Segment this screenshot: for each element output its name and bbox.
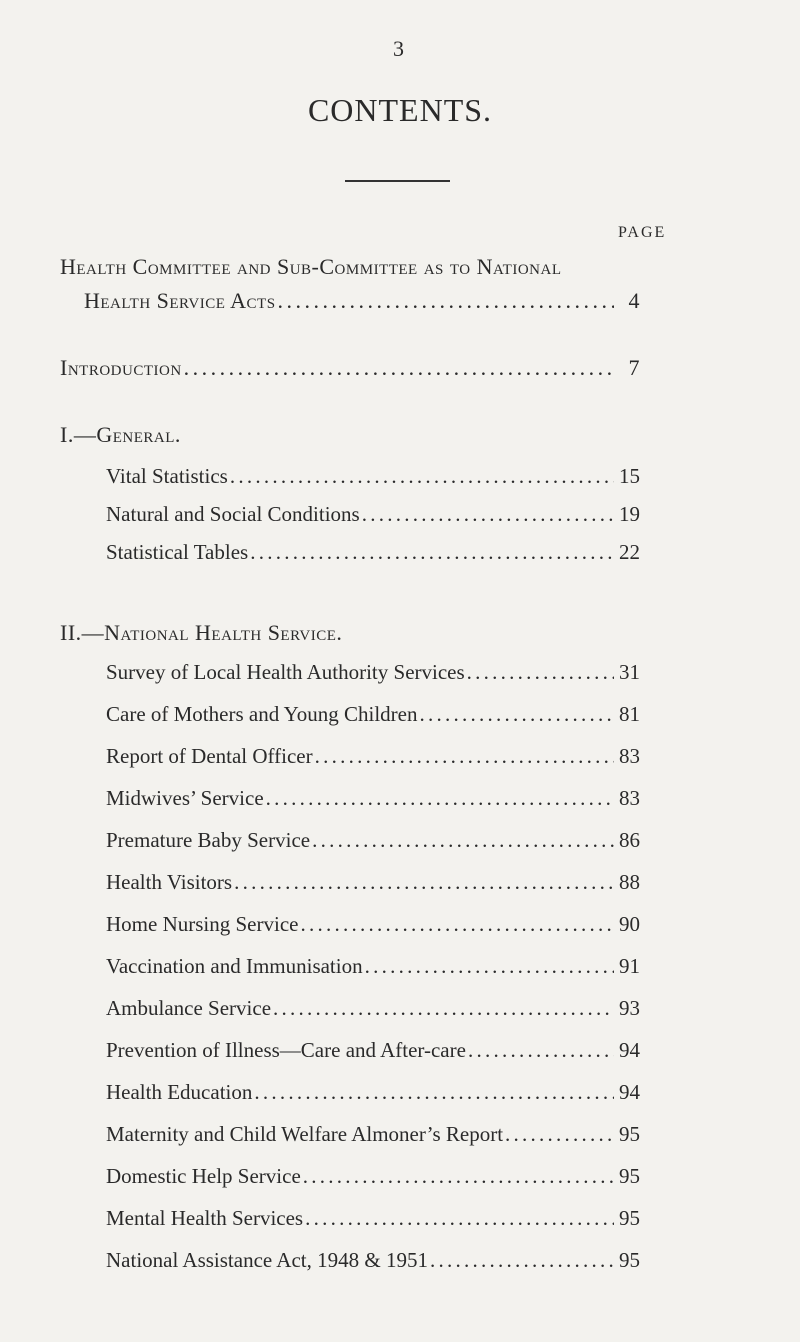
- toc-entry-label: Report of Dental Officer: [106, 744, 313, 768]
- leader-dots: [505, 1122, 614, 1147]
- toc-entry-label: Introduction: [60, 355, 182, 380]
- leader-dots: [254, 1080, 614, 1105]
- toc-entry-page: 83: [619, 744, 640, 768]
- toc-entry: [106, 1122, 640, 1147]
- toc-entry-label: Natural and Social Conditions: [106, 502, 360, 526]
- toc-entry-page: 94: [619, 1038, 640, 1062]
- toc-entry: [106, 702, 640, 727]
- toc-entry: [106, 1248, 640, 1273]
- toc-entry-page: 95: [619, 1122, 640, 1146]
- toc-entry: [106, 744, 640, 769]
- leader-dots: [250, 540, 614, 565]
- toc-entry-label: Home Nursing Service: [106, 912, 299, 936]
- leader-dots: [467, 660, 614, 685]
- toc-entry-label: Vaccination and Immunisation: [106, 954, 363, 978]
- leader-dots: [362, 502, 614, 527]
- page-title: CONTENTS.: [307, 92, 493, 128]
- page-column-label: PAGE: [618, 224, 667, 241]
- title-rule: [345, 180, 450, 182]
- toc-entry-page: 4: [628, 288, 640, 313]
- section-heading-nhs: II.—National Health Service.: [60, 620, 343, 645]
- toc-entry: [106, 954, 640, 979]
- toc-entry-page: 83: [619, 786, 640, 810]
- toc-entry: [106, 660, 640, 685]
- leader-dots: [305, 1206, 614, 1231]
- toc-entry-label: Health Service Acts: [84, 288, 276, 313]
- leader-dots: [184, 355, 614, 381]
- toc-entry: [106, 1164, 640, 1189]
- section-heading-general: I.—General.: [60, 422, 181, 447]
- toc-entry: [106, 1080, 640, 1105]
- leader-dots: [430, 1248, 614, 1273]
- toc-entry-introduction: [60, 355, 640, 381]
- leader-dots: [419, 702, 614, 727]
- leader-dots: [468, 1038, 614, 1063]
- toc-entry-label: Maternity and Child Welfare Almoner’s Report: [106, 1122, 504, 1146]
- toc-entry-label: Premature Baby Service: [106, 828, 311, 852]
- toc-entry-label: Health Education: [106, 1080, 253, 1104]
- leader-dots: [365, 954, 614, 979]
- toc-entry-page: 93: [619, 996, 640, 1020]
- toc-entry: [106, 912, 640, 937]
- page-number: 3: [393, 36, 404, 61]
- toc-entry: [106, 786, 640, 811]
- toc-entry-label: Survey of Local Health Authority Services: [106, 660, 465, 684]
- toc-entry: [106, 996, 640, 1021]
- leader-dots: [266, 786, 614, 811]
- leader-dots: [234, 870, 614, 895]
- toc-entry: [106, 502, 640, 527]
- leader-dots: [278, 288, 614, 314]
- leader-dots: [312, 828, 614, 853]
- toc-entry-label: Care of Mothers and Young Children: [106, 702, 418, 726]
- toc-entry-page: 15: [619, 464, 640, 488]
- toc-entry: [106, 1038, 640, 1063]
- toc-entry-label: Statistical Tables: [106, 540, 249, 564]
- leader-dots: [300, 912, 614, 937]
- leader-dots: [230, 464, 614, 489]
- toc-entry-page: 81: [619, 702, 640, 726]
- toc-entry-label: Health Visitors: [106, 870, 233, 894]
- toc-entry-label: Mental Health Services: [106, 1206, 304, 1230]
- toc-entry-page: 95: [619, 1206, 640, 1230]
- toc-entry: [106, 870, 640, 895]
- toc-entry-page: 90: [619, 912, 640, 936]
- toc-entry-page: 88: [619, 870, 640, 894]
- toc-entry: [106, 828, 640, 853]
- toc-entry-page: 94: [619, 1080, 640, 1104]
- toc-entry-label: Prevention of Illness—Care and After-care: [106, 1038, 466, 1062]
- toc-entry-committee-line1: Health Committee and Sub-Committee as to National: [60, 254, 562, 279]
- leader-dots: [303, 1164, 614, 1189]
- toc-entry: [106, 540, 640, 565]
- toc-entry: [106, 464, 640, 489]
- toc-entry-page: 19: [619, 502, 640, 526]
- toc-entry-page: 91: [619, 954, 640, 978]
- toc-entry: [106, 1206, 640, 1231]
- toc-entry-label: Domestic Help Service: [106, 1164, 301, 1188]
- toc-entry-page: 31: [619, 660, 640, 684]
- toc-entry-page: 86: [619, 828, 640, 852]
- toc-entry-page: 22: [619, 540, 640, 564]
- toc-entry-page: 7: [628, 355, 640, 380]
- toc-entry-committee: [84, 288, 640, 314]
- toc-entry-label: Vital Statistics: [106, 464, 228, 488]
- toc-entry-label: Midwives’ Service: [106, 786, 264, 810]
- toc-entry-label: National Assistance Act, 1948 & 1951: [106, 1248, 428, 1272]
- toc-entry-page: 95: [619, 1248, 640, 1272]
- toc-entry-page: 95: [619, 1164, 640, 1188]
- leader-dots: [273, 996, 614, 1021]
- leader-dots: [315, 744, 614, 769]
- toc-entry-label: Ambulance Service: [106, 996, 272, 1020]
